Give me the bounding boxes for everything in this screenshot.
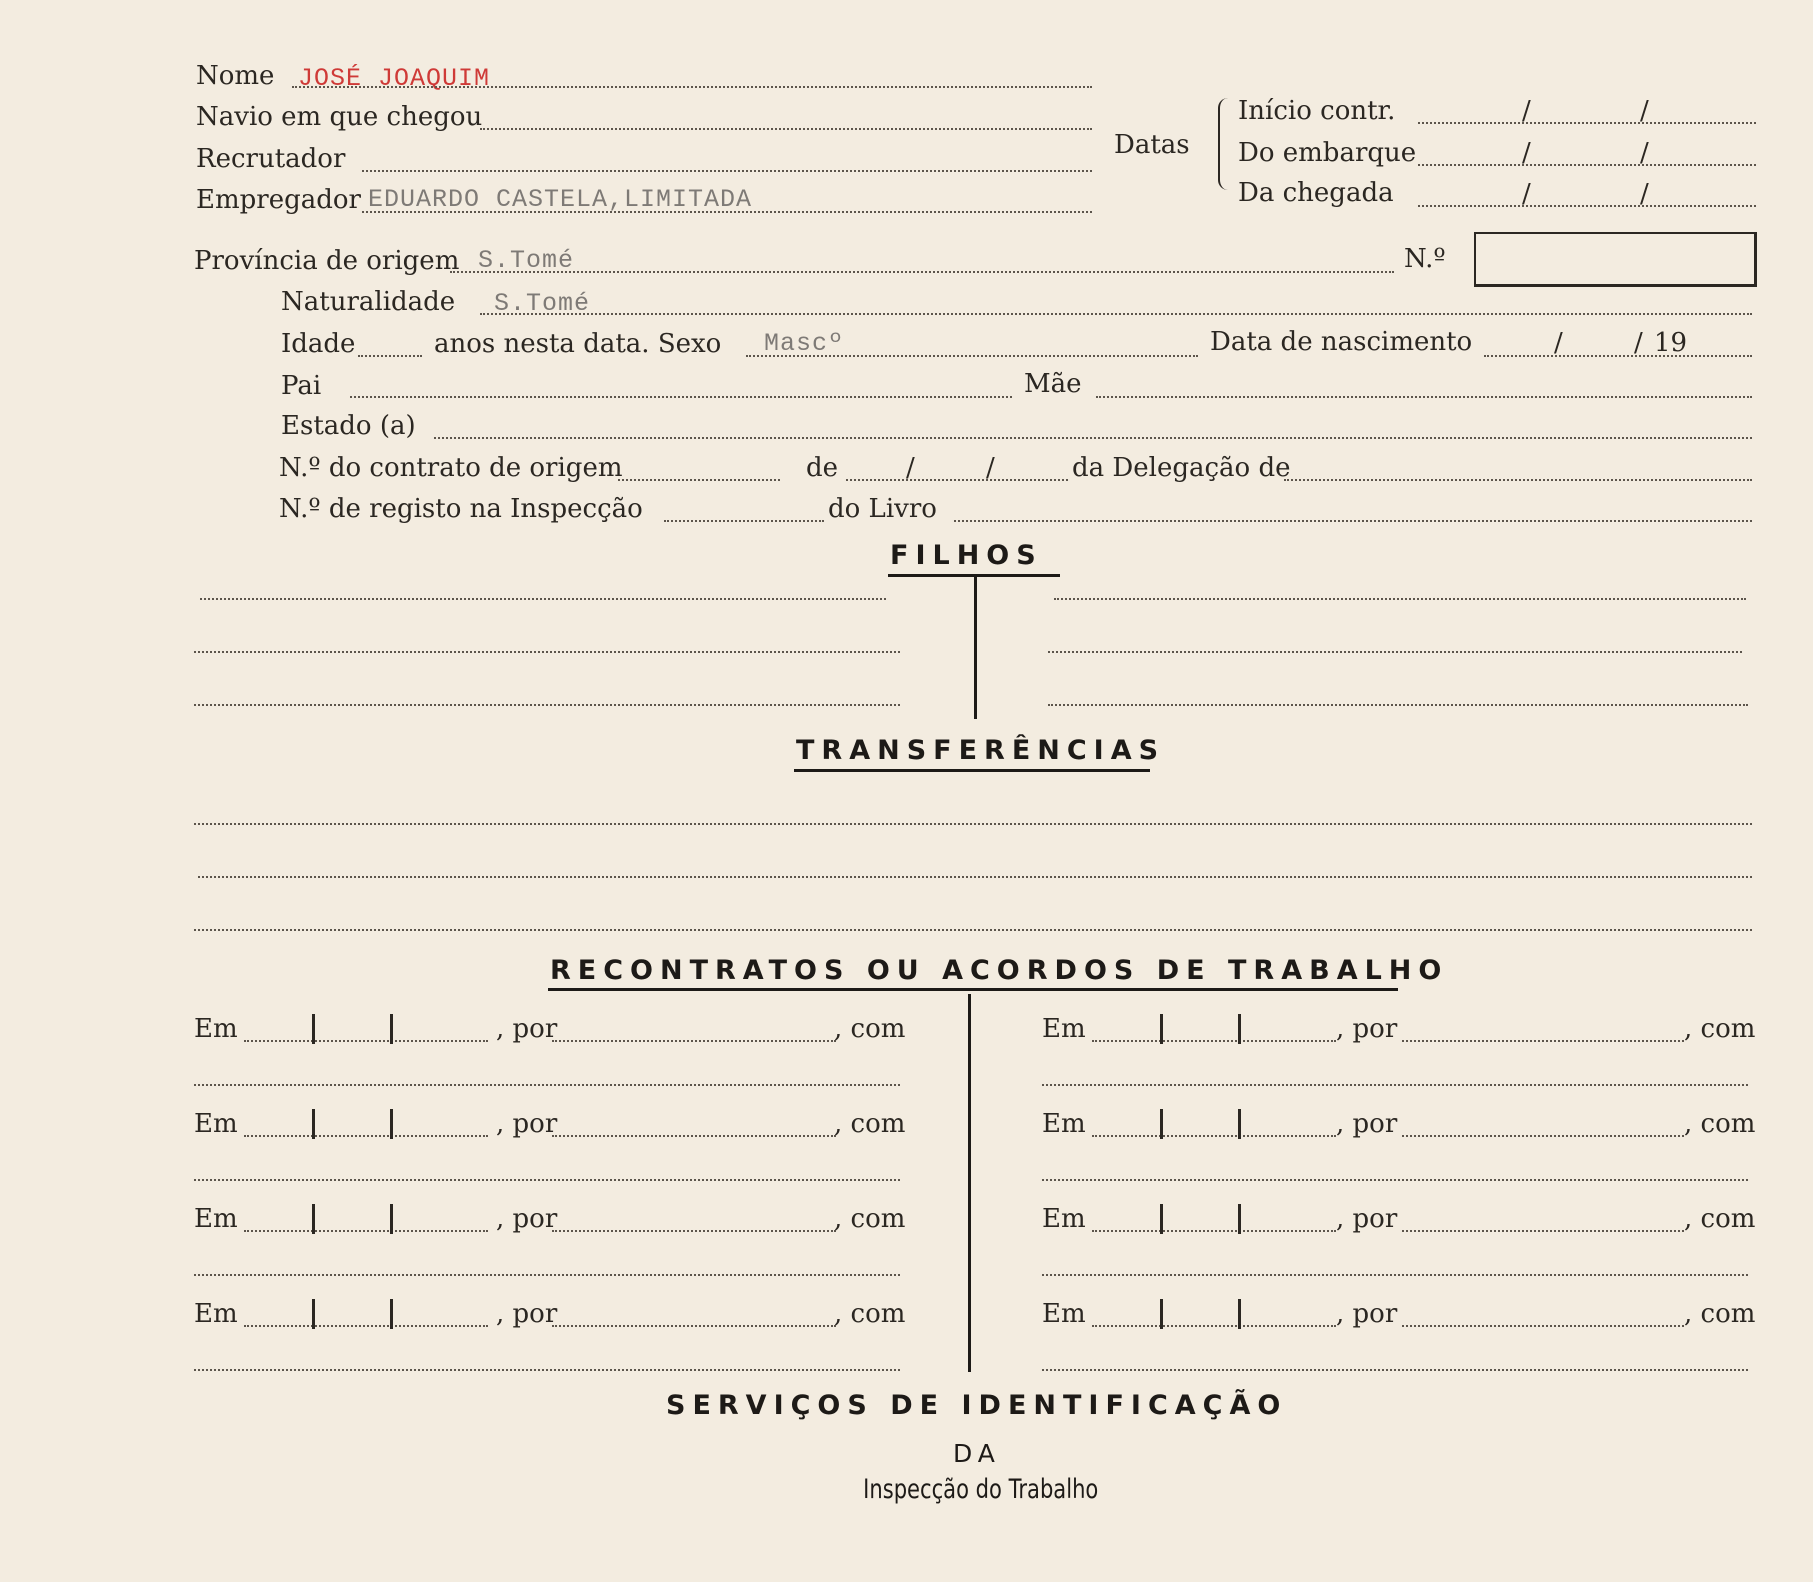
em-label: Em	[1042, 1109, 1086, 1139]
em-label: Em	[194, 1204, 238, 1234]
mae-label: Mãe	[1024, 369, 1082, 399]
recontrato-date-field[interactable]	[244, 1135, 488, 1137]
recontrato-date-field[interactable]	[1092, 1040, 1336, 1042]
por-field[interactable]	[552, 1325, 836, 1327]
filhos-line[interactable]	[1048, 651, 1742, 653]
date-divider	[1238, 1299, 1241, 1329]
provincia-value: S.Tomé	[478, 246, 575, 275]
filhos-divider	[974, 577, 977, 719]
date-separator: /	[1640, 179, 1649, 209]
embarque-label: Do embarque	[1238, 138, 1417, 168]
por-field[interactable]	[552, 1135, 836, 1137]
por-label: , por	[1336, 1299, 1398, 1329]
transferencias-line[interactable]	[194, 823, 1752, 825]
por-label: , por	[496, 1204, 558, 1234]
por-field[interactable]	[1402, 1040, 1684, 1042]
pai-field[interactable]	[350, 396, 1012, 398]
datas-label: Datas	[1114, 130, 1190, 160]
em-label: Em	[194, 1109, 238, 1139]
por-field[interactable]	[1402, 1135, 1684, 1137]
date-divider	[312, 1109, 315, 1139]
idade-field[interactable]	[358, 355, 422, 357]
date-divider	[1238, 1014, 1241, 1044]
date-separator: /	[1522, 96, 1531, 126]
recontratos-divider	[968, 994, 971, 1372]
com-label: , com	[1684, 1299, 1756, 1329]
transferencias-line[interactable]	[194, 929, 1752, 931]
filhos-line[interactable]	[194, 704, 900, 706]
livro-field[interactable]	[954, 520, 1752, 522]
em-label: Em	[194, 1299, 238, 1329]
com-field[interactable]	[194, 1274, 900, 1276]
por-field[interactable]	[552, 1040, 836, 1042]
com-label: , com	[1684, 1204, 1756, 1234]
contrato-date-field[interactable]	[846, 479, 1068, 481]
por-label: , por	[496, 1109, 558, 1139]
footer-da: DA	[953, 1439, 1001, 1468]
date-divider	[312, 1014, 315, 1044]
embarque-date-field[interactable]	[1418, 164, 1756, 166]
por-field[interactable]	[1402, 1325, 1684, 1327]
filhos-line[interactable]	[200, 598, 886, 600]
footer-inspeccao: Inspecção do Trabalho	[863, 1474, 1099, 1505]
transferencias-underline	[794, 769, 1150, 772]
date-separator: /	[1522, 179, 1531, 209]
filhos-line[interactable]	[1054, 598, 1746, 600]
com-label: , com	[1684, 1014, 1756, 1044]
date-divider	[390, 1109, 393, 1139]
em-label: Em	[1042, 1204, 1086, 1234]
estado-field[interactable]	[434, 437, 1752, 439]
empregador-value: EDUARDO CASTELA,LIMITADA	[368, 185, 753, 214]
com-field[interactable]	[1042, 1084, 1748, 1086]
com-field[interactable]	[194, 1084, 900, 1086]
mae-field[interactable]	[1096, 396, 1752, 398]
datas-brace	[1218, 98, 1230, 190]
recrutador-label: Recrutador	[196, 144, 346, 174]
empregador-label: Empregador	[196, 185, 361, 215]
sexo-field[interactable]	[746, 355, 1198, 357]
com-label: , com	[834, 1014, 906, 1044]
date-divider	[390, 1014, 393, 1044]
com-field[interactable]	[1042, 1369, 1748, 1371]
naturalidade-label: Naturalidade	[281, 287, 456, 317]
date-separator: /	[1640, 138, 1649, 168]
nascimento-field[interactable]	[1484, 355, 1752, 357]
footer-title: SERVIÇOS DE IDENTIFICAÇÃO	[666, 1390, 1288, 1421]
date-separator: /	[986, 453, 995, 483]
date-separator: /	[1522, 138, 1531, 168]
inicio-label: Início contr.	[1238, 96, 1396, 126]
transferencias-line[interactable]	[198, 876, 1752, 878]
com-label: , com	[834, 1299, 906, 1329]
em-label: Em	[194, 1014, 238, 1044]
inicio-date-field[interactable]	[1418, 122, 1756, 124]
nome-value: JOSÉ JOAQUIM	[298, 64, 491, 93]
com-label: , com	[1684, 1109, 1756, 1139]
por-label: , por	[1336, 1014, 1398, 1044]
date-divider	[1160, 1109, 1163, 1139]
em-label: Em	[1042, 1299, 1086, 1329]
date-divider	[1238, 1109, 1241, 1139]
de-label: de	[806, 453, 839, 483]
com-field[interactable]	[1042, 1274, 1748, 1276]
recontrato-date-field[interactable]	[1092, 1135, 1336, 1137]
com-field[interactable]	[194, 1179, 900, 1181]
date-divider	[312, 1299, 315, 1329]
filhos-line[interactable]	[1048, 704, 1748, 706]
nome-label: Nome	[196, 61, 275, 91]
contrato-label: N.º do contrato de origem	[279, 453, 623, 483]
por-label: , por	[496, 1014, 558, 1044]
numero-box[interactable]	[1474, 232, 1757, 287]
sexo-value: Mascº	[764, 329, 845, 358]
date-divider	[1160, 1014, 1163, 1044]
anos-sexo-label: anos nesta data. Sexo	[434, 329, 722, 359]
nascimento-year: 19	[1654, 328, 1688, 358]
naturalidade-field[interactable]	[480, 313, 1752, 315]
delegacao-field[interactable]	[1284, 479, 1752, 481]
nascimento-label: Data de nascimento	[1210, 327, 1473, 357]
contrato-field[interactable]	[618, 479, 780, 481]
por-field[interactable]	[1402, 1230, 1684, 1232]
date-separator: /	[1640, 96, 1649, 126]
recontratos-underline	[548, 988, 1398, 991]
recontrato-date-field[interactable]	[244, 1325, 488, 1327]
date-separator: /	[1634, 328, 1643, 358]
por-field[interactable]	[552, 1230, 836, 1232]
idade-label: Idade	[281, 329, 356, 359]
date-divider	[1238, 1204, 1241, 1234]
por-label: , por	[496, 1299, 558, 1329]
recontrato-date-field[interactable]	[244, 1230, 488, 1232]
registo-field[interactable]	[664, 520, 824, 522]
date-separator: /	[1554, 328, 1563, 358]
por-label: , por	[1336, 1109, 1398, 1139]
nome-field[interactable]	[292, 86, 1092, 88]
date-separator: /	[906, 453, 915, 483]
pai-label: Pai	[281, 371, 322, 401]
date-divider	[1160, 1299, 1163, 1329]
provincia-field[interactable]	[450, 271, 1394, 273]
numero-label: N.º	[1404, 244, 1446, 274]
date-divider	[312, 1204, 315, 1234]
recrutador-field[interactable]	[362, 170, 1092, 172]
date-divider	[390, 1299, 393, 1329]
estado-label: Estado (a)	[281, 411, 416, 441]
com-field[interactable]	[1042, 1179, 1748, 1181]
recontrato-date-field[interactable]	[1092, 1325, 1336, 1327]
filhos-line[interactable]	[194, 651, 900, 653]
por-label: , por	[1336, 1204, 1398, 1234]
recontratos-heading: RECONTRATOS OU ACORDOS DE TRABALHO	[550, 955, 1449, 986]
chegada-date-field[interactable]	[1418, 205, 1756, 207]
navio-field[interactable]	[480, 128, 1092, 130]
livro-label: do Livro	[828, 494, 937, 524]
recontrato-date-field[interactable]	[1092, 1230, 1336, 1232]
transferencias-heading: TRANSFERÊNCIAS	[796, 735, 1166, 766]
recontrato-date-field[interactable]	[244, 1040, 488, 1042]
com-label: , com	[834, 1204, 906, 1234]
empregador-field[interactable]	[362, 211, 1092, 213]
em-label: Em	[1042, 1014, 1086, 1044]
delegacao-label: da Delegação de	[1072, 453, 1291, 483]
filhos-heading: FILHOS	[890, 540, 1043, 571]
navio-label: Navio em que chegou	[196, 102, 483, 132]
com-label: , com	[834, 1109, 906, 1139]
chegada-label: Da chegada	[1238, 178, 1394, 208]
naturalidade-value: S.Tomé	[494, 289, 591, 318]
provincia-label: Província de origem	[194, 246, 460, 276]
date-divider	[1160, 1204, 1163, 1234]
registo-label: N.º de registo na Inspecção	[279, 494, 643, 524]
date-divider	[390, 1204, 393, 1234]
com-field[interactable]	[194, 1369, 900, 1371]
